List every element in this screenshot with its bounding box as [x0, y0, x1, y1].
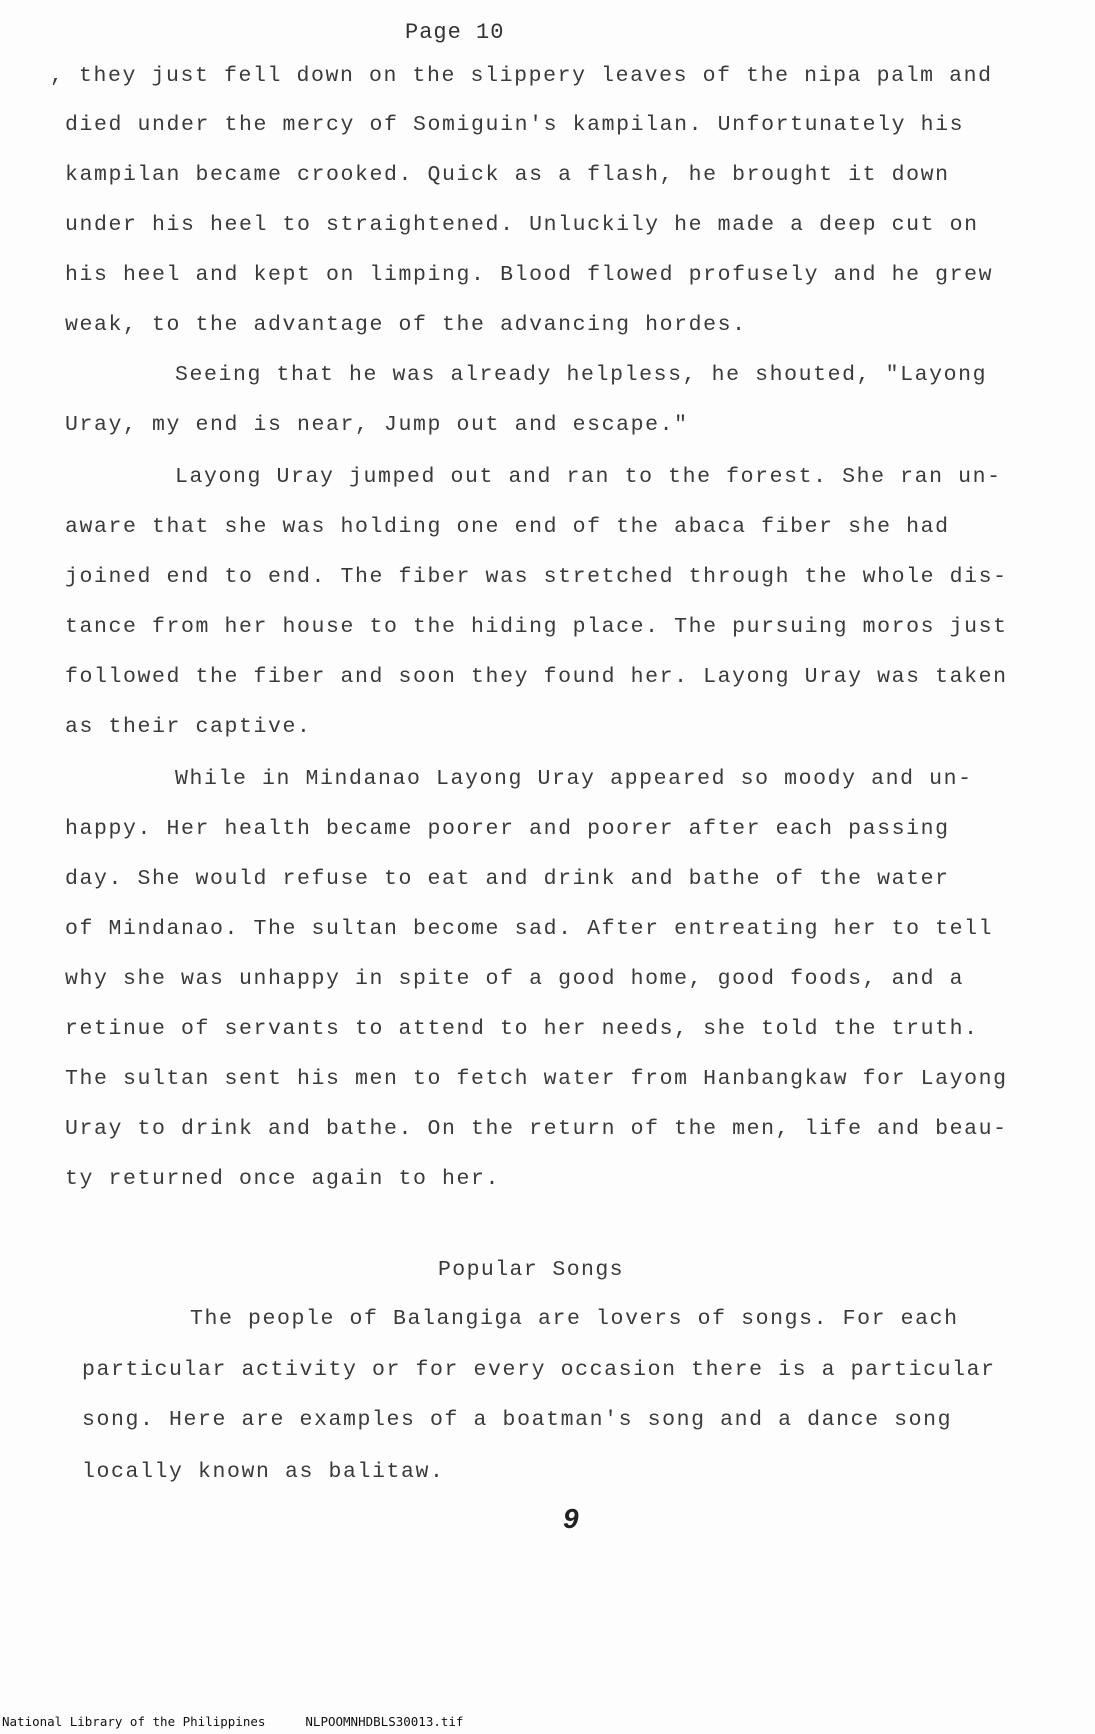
text-line: locally known as balitaw.: [82, 1460, 445, 1484]
text-line: Uray to drink and bathe. On the return of the men, life and beau-: [65, 1117, 1008, 1141]
footer-filename: NLPOOMNHDBLS30013.tif: [305, 1714, 464, 1729]
text-line: kampilan became crooked. Quick as a flash, he brought it down: [65, 163, 950, 187]
text-line: aware that she was holding one end of the abaca fiber she had: [65, 515, 950, 539]
text-line: as their captive.: [65, 715, 312, 739]
page-header: Page 10: [405, 20, 505, 45]
text-line: weak, to the advantage of the advancing hordes.: [65, 313, 747, 337]
text-line: his heel and kept on limping. Blood flowed profusely and he grew: [65, 263, 994, 287]
section-heading: Popular Songs: [438, 1258, 624, 1282]
text-line: song. Here are examples of a boatman's song and a dance song: [82, 1408, 953, 1432]
text-line: The people of Balangiga are lovers of songs. For each: [190, 1307, 959, 1331]
scan-footer: [2, 1714, 503, 1729]
text-line: ty returned once again to her.: [65, 1167, 501, 1191]
text-line: retinue of servants to attend to her needs, she told the truth.: [65, 1017, 979, 1041]
text-line: particular activity or for every occasion there is a particular: [82, 1358, 996, 1382]
text-line: followed the fiber and soon they found her. Layong Uray was taken: [65, 665, 1008, 689]
text-line: died under the mercy of Somiguin's kampilan. Unfortunately his: [65, 113, 965, 137]
text-line: While in Mindanao Layong Uray appeared so moody and un-: [175, 767, 973, 791]
text-line: of Mindanao. The sultan become sad. After entreating her to tell: [65, 917, 994, 941]
text-line: joined end to end. The fiber was stretched through the whole dis-: [65, 565, 1008, 589]
text-line: tance from her house to the hiding place. The pursuing moros just: [65, 615, 1008, 639]
text-line: Layong Uray jumped out and ran to the forest. She ran un-: [175, 465, 1002, 489]
text-line: The sultan sent his men to fetch water from Hanbangkaw for Layong: [65, 1067, 1008, 1091]
text-line: under his heel to straightened. Unluckily he made a deep cut on: [65, 213, 979, 237]
text-line: Uray, my end is near, Jump out and escape.": [65, 413, 689, 437]
text-line: happy. Her health became poorer and poorer after each passing: [65, 817, 950, 841]
text-line: why she was unhappy in spite of a good home, good foods, and a: [65, 967, 965, 991]
footer-institution: National Library of the Philippines: [2, 1714, 266, 1729]
handwritten-page-number: 9: [563, 1503, 579, 1534]
text-line: , they just fell down on the slippery leaves of the nipa palm and: [50, 64, 993, 88]
text-line: Seeing that he was already helpless, he shouted, "Layong: [175, 363, 988, 387]
text-line: day. She would refuse to eat and drink and bathe of the water: [65, 867, 950, 891]
